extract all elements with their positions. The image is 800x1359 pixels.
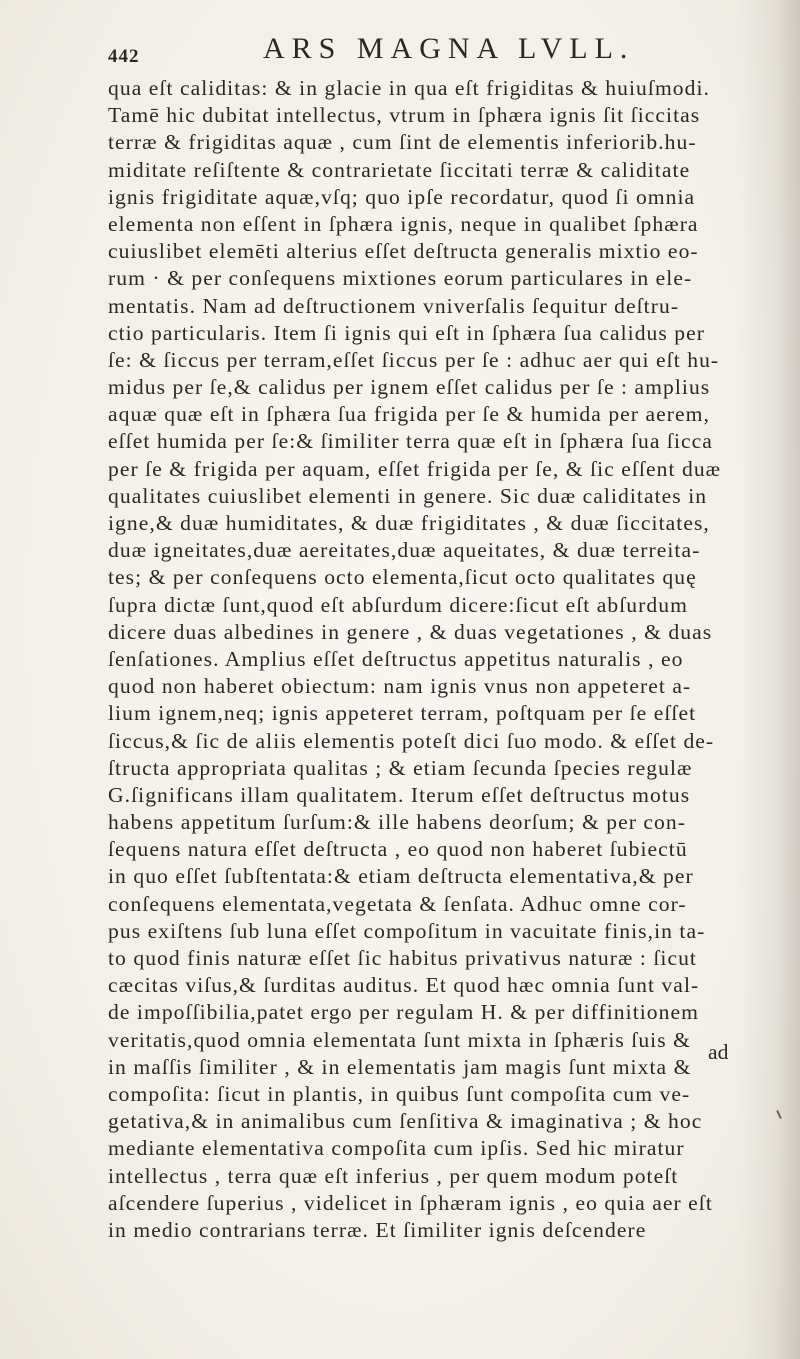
- page-number: 442: [108, 46, 140, 67]
- text-line: ſupra dictæ ſunt,quod eſt abſurdum dicere:ſicut eſt abſurdum: [108, 592, 688, 617]
- page-header: [108, 24, 708, 67]
- text-line: de impoſſibilia,patet ergo per regulam H. & per diffinitionem: [108, 1000, 699, 1025]
- text-line: Tamē hic dubitat intellectus, vtrum in ſphæra ignis ſit ſiccitas: [108, 103, 701, 128]
- text-line: lium ignem,neq; ignis appeteret terram, poſtquam per ſe eſſet: [108, 701, 697, 726]
- text-line: dicere duas albedines in genere , & duas vegetationes , & duas: [108, 619, 713, 644]
- text-line: ſe: & ſiccus per terram,eſſet ſiccus per ſe : adhuc aer qui eſt hu-: [108, 347, 720, 372]
- page-gutter-shadow: [740, 0, 800, 1359]
- running-title: ARS MAGNA LVLL.: [263, 32, 635, 65]
- text-line: habens appetitum ſurſum:& ille habens deorſum; & per con-: [108, 810, 686, 835]
- text-line: duæ igneitates,duæ aereitates,duæ aqueitates, & duæ terreita-: [108, 538, 701, 563]
- text-line: eſſet humida per ſe:& ſimiliter terra quæ eſt in ſphæra ſua ſicca: [108, 429, 713, 454]
- text-line: elementa non eſſent in ſphæra ignis, neque in qualibet ſphæra: [108, 211, 699, 236]
- text-line: cæcitas viſus,& ſurditas auditus. Et quod hæc omnia ſunt val-: [108, 973, 700, 998]
- text-line: ignis frigiditate aquæ,vſq; quo ipſe recordatur, quod ſi omnia: [108, 184, 696, 209]
- text-line: getativa,& in animalibus cum ſenſitiva & imaginativa ; & hoc: [108, 1109, 703, 1134]
- text-line: G.ſignificans illam qualitatem. Iterum eſſet deſtructus motus: [108, 782, 691, 807]
- text-line: per ſe & frigida per aquam, eſſet frigida per ſe, & ſic eſſent duæ: [108, 456, 722, 481]
- text-line: rum · & per conſequens mixtiones eorum particulares in ele-: [108, 266, 693, 291]
- text-line: compoſita: ſicut in plantis, in quibus ſunt compoſita cum ve-: [108, 1081, 691, 1106]
- text-line: ſequens natura eſſet deſtructa , eo quod non haberet ſubiectū: [108, 837, 688, 862]
- text-line: intellectus , terra quæ eſt inferius , per quem modum poteſt: [108, 1163, 679, 1188]
- text-line: aquæ quæ eſt in ſphæra ſua frigida per ſe & humida per aerem,: [108, 402, 710, 427]
- text-line: miditate reſiſtente & contrarietate ſiccitati terræ & caliditate: [108, 157, 691, 182]
- text-line: ſenſationes. Amplius eſſet deſtructus appetitus naturalis , eo: [108, 646, 684, 671]
- text-line: qualitates cuiuslibet elementi in genere. Sic duæ caliditates in: [108, 483, 708, 508]
- text-line: igne,& duæ humiditates, & duæ frigiditates , & duæ ſiccitates,: [108, 511, 710, 535]
- text-line: mentatis. Nam ad deſtructionem vniverſalis ſequitur deſtru-: [108, 293, 680, 318]
- text-line: ſiccus,& ſic de aliis elementis poteſt dici ſuo modo. & eſſet de-: [108, 728, 715, 753]
- text-line: in quo eſſet ſubſtentata:& etiam deſtructa elementativa,& per: [108, 864, 694, 889]
- text-line: mediante elementativa compoſita cum ipſis. Sed hic miratur: [108, 1136, 685, 1161]
- text-line: ſtructa appropriata qualitas ; & etiam ſecunda ſpecies regulæ: [108, 755, 693, 780]
- text-line: in medio contrarians terræ. Et ſimiliter ignis deſcendere: [108, 1217, 647, 1242]
- text-line: ctio particularis. Item ſi ignis qui eſt in ſphæra ſua calidus per: [108, 320, 706, 345]
- text-line: aſcendere ſuperius , videlicet in ſphæram ignis , eo quia aer eſt: [108, 1190, 713, 1215]
- text-line: quod non haberet obiectum: nam ignis vnus non appeteret a-: [108, 674, 692, 699]
- text-line: veritatis,quod omnia elementata ſunt mixta in ſphæris ſuis &: [108, 1027, 691, 1052]
- text-line: midus per ſe,& calidus per ignem eſſet calidus per ſe : amplius: [108, 375, 711, 400]
- text-line: conſequens elementata,vegetata & ſenſata. Adhuc omne cor-: [108, 891, 687, 916]
- text-line: to quod finis naturæ eſſet ſic habitus privativus naturæ : ſicut: [108, 946, 697, 970]
- text-line: in maſſis ſimiliter , & in elementatis jam magis ſunt mixta &: [108, 1054, 692, 1079]
- catchword: ad: [708, 1040, 729, 1064]
- body-text: [108, 75, 743, 1244]
- text-line: tes; & per conſequens octo elementa,ſicut octo qualitates quę: [108, 565, 697, 590]
- text-line: pus exiſtens ſub luna eſſet compoſitum in vacuitate finis,in ta-: [108, 918, 706, 943]
- text-line: qua eſt caliditas: & in glacie in qua eſt frigiditas & huiuſmodi.: [108, 76, 710, 100]
- text-line: terræ & frigiditas aquæ , cum ſint de elementis inferiorib.hu-: [108, 130, 697, 155]
- text-line: cuiuslibet elemēti alterius eſſet deſtructa generalis mixtio eo-: [108, 239, 699, 264]
